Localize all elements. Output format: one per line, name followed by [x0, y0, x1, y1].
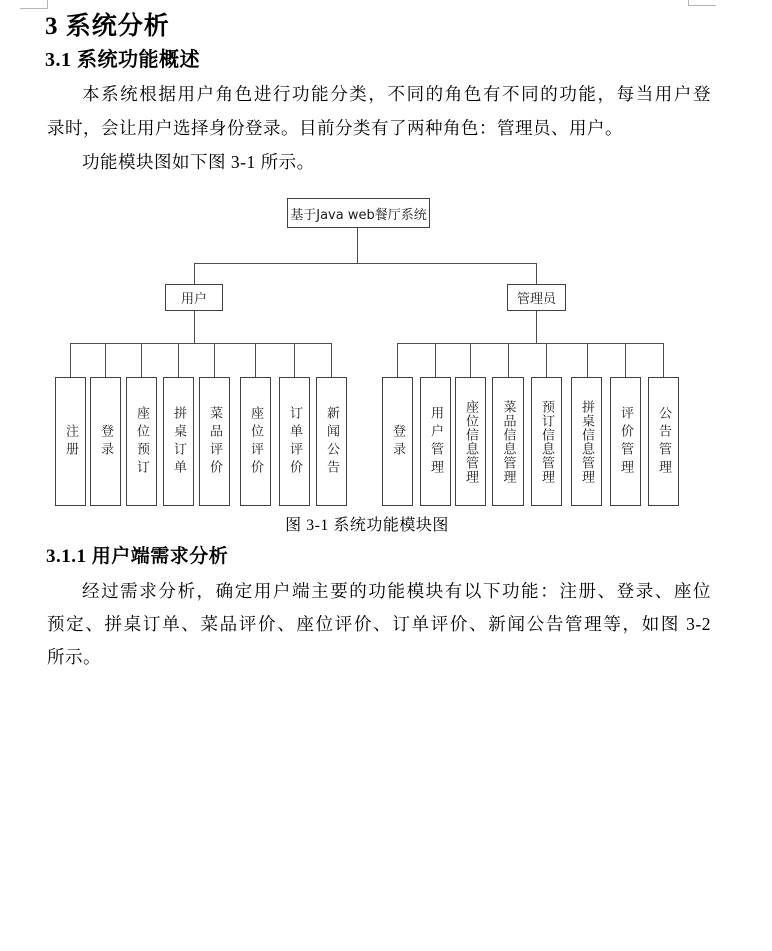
leaf-drop-line [214, 343, 215, 377]
leaf-drop-line [625, 343, 626, 377]
module-box-table-share-info-management: 拼桌信息管理 [571, 377, 602, 506]
module-box-review-management: 评价管理 [610, 377, 641, 506]
subsection-heading: 3.1.1 用户端需求分析 [46, 546, 229, 567]
admin-drop-line [536, 263, 537, 284]
paragraph1-line2: 录时，会让用户选择身份登录。目前分类有了两种角色：管理员、用户。 [47, 118, 623, 138]
leaf-drop-line [587, 343, 588, 377]
paragraph3-line3: 所示。 [47, 647, 101, 667]
module-box-order-review: 订单评价 [279, 377, 310, 506]
leaf-drop-line [255, 343, 256, 377]
admin-bus-line [397, 343, 664, 344]
admin-branch-label: 管理员 [516, 292, 556, 307]
chapter-heading: 3 系统分析 [45, 13, 170, 40]
root-node-label: 基于Java web餐厅系统 [290, 207, 427, 223]
module-box-reservation-info-management: 预订信息管理 [531, 377, 562, 506]
section-heading: 3.1 系统功能概述 [45, 49, 200, 71]
level1-bus-line [194, 263, 537, 264]
module-box-news-announcement: 新闻公告 [316, 377, 347, 506]
leaf-drop-line [435, 343, 436, 377]
figure-caption: 图 3-1 系统功能模块图 [285, 517, 449, 534]
root-node [287, 198, 430, 228]
admin-stem-line [536, 311, 537, 343]
leaf-drop-line [105, 343, 106, 377]
user-branch-node [165, 284, 223, 311]
leaf-drop-line [397, 343, 398, 377]
leaf-drop-line [546, 343, 547, 377]
admin-branch-node [507, 284, 566, 311]
module-box-announcement-management: 公告管理 [648, 377, 679, 506]
module-box-user-login: 登录 [90, 377, 121, 506]
user-stem-line [194, 311, 195, 343]
leaf-drop-line [141, 343, 142, 377]
module-box-dish-info-management: 菜品信息管理 [492, 377, 524, 506]
leaf-drop-line [70, 343, 71, 377]
module-box-seat-review: 座位评价 [240, 377, 271, 506]
leaf-drop-line [331, 343, 332, 377]
root-stem-line [357, 228, 358, 263]
paragraph1-line1: 本系统根据用户角色进行功能分类，不同的角色有不同的功能，每当用户登 [82, 84, 711, 104]
paragraph3-line2: 预定、拼桌订单、菜品评价、座位评价、订单评价、新闻公告管理等，如图 3-2 [47, 614, 711, 634]
module-box-user-management: 用户管理 [420, 377, 451, 506]
paragraph2: 功能模块图如下图 3-1 所示。 [82, 152, 315, 172]
module-box-table-share-order: 拼桌订单 [163, 377, 194, 506]
leaf-drop-line [508, 343, 509, 377]
leaf-drop-line [294, 343, 295, 377]
module-box-seat-info-management: 座位信息管理 [455, 377, 486, 506]
user-bus-line [70, 343, 332, 344]
user-branch-label: 用户 [180, 292, 207, 307]
leaf-drop-line [470, 343, 471, 377]
leaf-drop-line [178, 343, 179, 377]
module-box-admin-login: 登录 [382, 377, 413, 506]
module-box-seat-reservation: 座位预订 [126, 377, 157, 506]
paragraph3-line1: 经过需求分析，确定用户端主要的功能模块有以下功能：注册、登录、座位 [82, 581, 711, 601]
user-drop-line [194, 263, 195, 284]
module-box-register: 注册 [55, 377, 86, 506]
leaf-drop-line [663, 343, 664, 377]
module-box-dish-review: 菜品评价 [199, 377, 230, 506]
